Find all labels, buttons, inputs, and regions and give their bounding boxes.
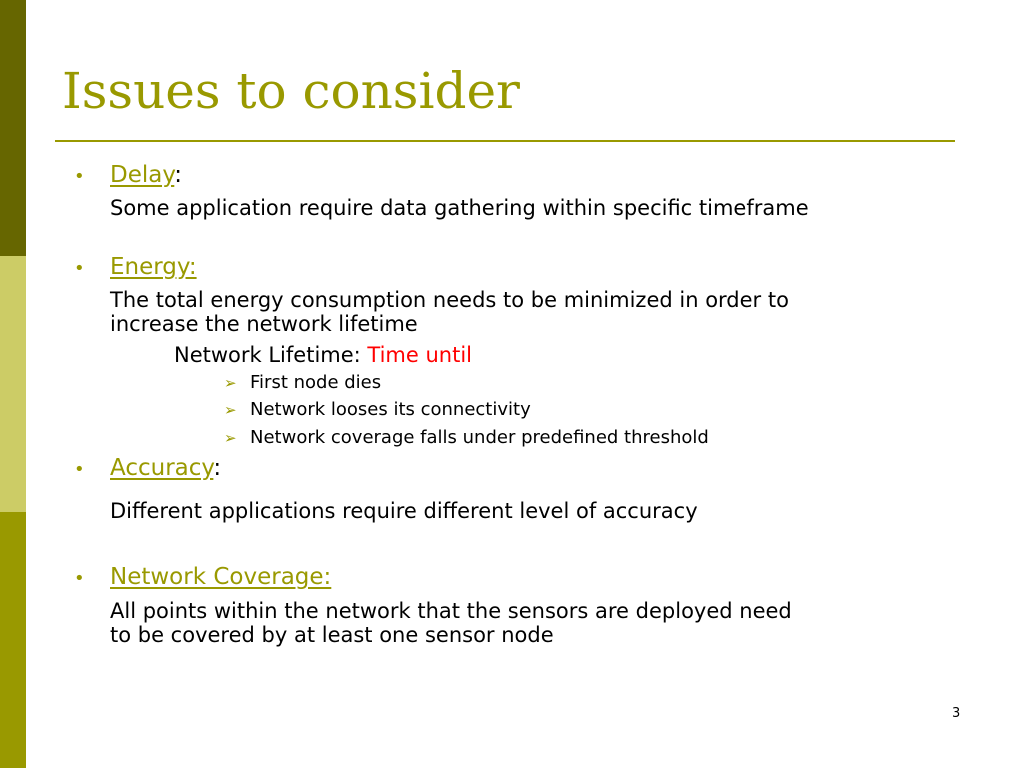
sub-item-label: Network coverage falls under predefined threshold — [250, 427, 709, 448]
bullet-icon: • — [74, 459, 85, 480]
accuracy-heading — [110, 457, 221, 480]
slide-title: Issues to consider — [62, 62, 520, 120]
energy-text-line2: increase the network lifetime — [110, 312, 418, 336]
accuracy-link[interactable]: Accuracy — [110, 455, 214, 481]
coverage-text-line2: to be covered by at least one sensor node — [110, 623, 554, 647]
coverage-text-line1: All points within the network that the sensors are deployed need — [110, 599, 792, 623]
delay-heading — [110, 164, 182, 187]
side-bar-olive — [0, 512, 26, 768]
sub-item-label: Network looses its connectivity — [250, 399, 531, 420]
sub-item-label: First node dies — [250, 372, 382, 393]
arrow-bullet-icon: ➢ — [224, 374, 237, 392]
sub-item — [224, 399, 531, 421]
side-bar-dark — [0, 0, 26, 256]
bullet-icon: • — [74, 166, 85, 187]
network-lifetime-highlight: Time until — [367, 343, 472, 367]
accuracy-colon: : — [213, 455, 222, 481]
network-lifetime-line — [174, 343, 472, 367]
sub-item — [224, 427, 709, 449]
coverage-link[interactable]: Network Coverage: — [110, 564, 332, 590]
energy-text-line1: The total energy consumption needs to be minimized in order to — [110, 288, 789, 312]
delay-link[interactable]: Delay — [110, 162, 175, 188]
accuracy-text: Different applications require different level of accuracy — [110, 499, 698, 523]
sub-item — [224, 372, 381, 394]
coverage-heading — [110, 566, 331, 589]
page-number: 3 — [952, 706, 961, 721]
bullet-icon: • — [74, 568, 85, 589]
bullet-icon: • — [74, 258, 85, 279]
side-bar-light — [0, 256, 26, 512]
arrow-bullet-icon: ➢ — [224, 401, 237, 419]
delay-colon: : — [174, 162, 183, 188]
energy-link[interactable]: Energy: — [110, 254, 197, 280]
arrow-bullet-icon: ➢ — [224, 429, 237, 447]
network-lifetime-label: Network Lifetime: — [174, 343, 368, 367]
delay-text: Some application require data gathering within specific timeframe — [110, 196, 809, 220]
title-underline — [55, 140, 955, 142]
energy-heading — [110, 256, 197, 279]
